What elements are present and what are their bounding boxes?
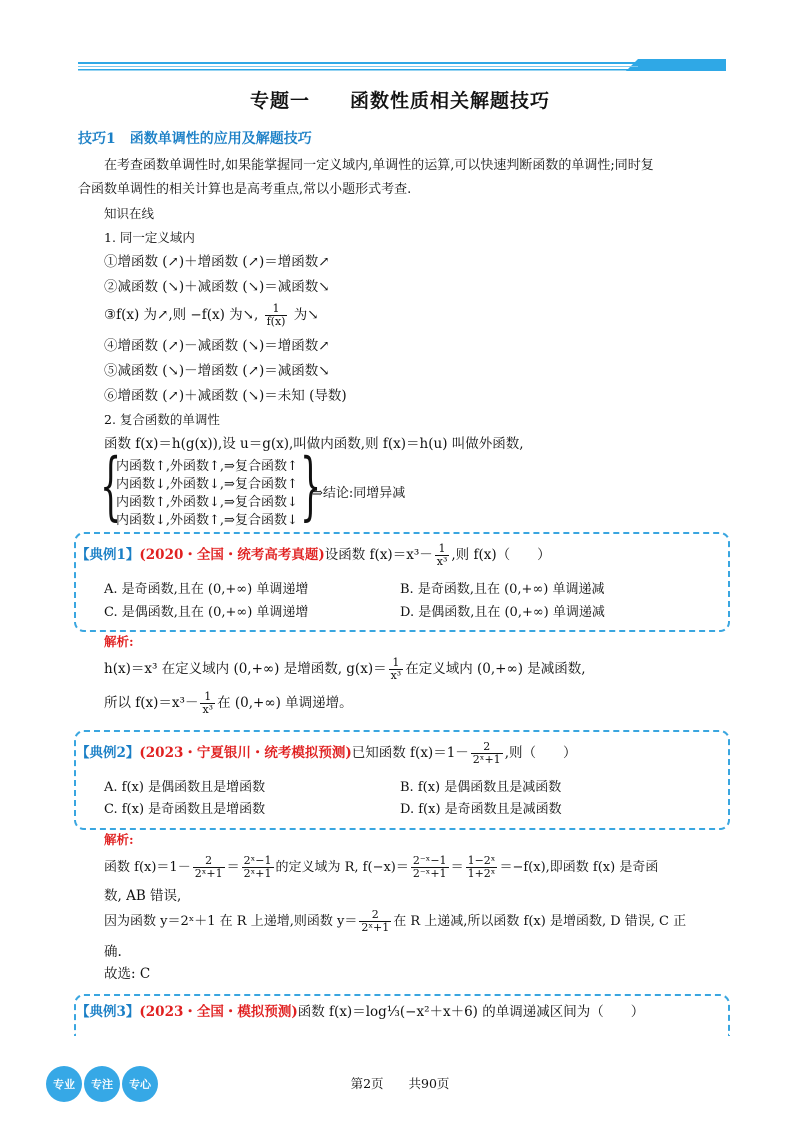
example-2-answer: 故选: C bbox=[104, 966, 151, 982]
section-heading: 技巧1 函数单调性的应用及解题技巧 bbox=[78, 131, 312, 147]
rule-5: ⑤减函数 (↘)－增函数 (↗)＝减函数↘ bbox=[104, 363, 330, 379]
example-1-option-c[interactable]: C. 是偶函数,且在 (0,+∞) 单调递增 bbox=[104, 605, 309, 620]
example-2-solution-3 bbox=[104, 904, 686, 940]
example-2-frac-4: $\frac{\text{1−2ˣ}}{\text{1+2ˣ}}$ bbox=[467, 854, 496, 880]
right-brace: } bbox=[300, 443, 322, 529]
example-1-stem-a: 设函数 f(x)＝x³－ bbox=[324, 547, 433, 563]
rule-3-text-a: ③f(x) 为↗,则 −f(x) 为↘, bbox=[104, 307, 259, 323]
example-1-frac: $\frac{1}{\text{x³}}$ bbox=[436, 542, 448, 568]
example-2-frac-1: $\frac{2}{\text{2ˣ+1}}$ bbox=[194, 854, 223, 880]
example-1-stem bbox=[76, 540, 551, 570]
example-1-solution-2-frac: $\frac{1}{\text{x³}}$ bbox=[202, 690, 214, 716]
example-2-stem-a: 已知函数 f(x)＝1－ bbox=[351, 745, 469, 761]
subheading-2: 2. 复合函数的单调性 bbox=[104, 412, 220, 427]
example-2-solution-3-b: 在 R 上递减,所以函数 f(x) 是增函数, D 错误, C 正 bbox=[393, 914, 687, 929]
intro-line-2: 合函数单调性的相关计算也是高考重点,常以小题形式考查. bbox=[78, 182, 412, 197]
page-title: 专题一 函数性质相关解题技巧 bbox=[249, 90, 550, 112]
example-1-option-d[interactable]: D. 是偶函数,且在 (0,+∞) 单调递减 bbox=[400, 605, 605, 620]
example-2-solution-2: 数, AB 错误, bbox=[104, 888, 182, 904]
example-2-stem-b: ,则（ ） bbox=[504, 745, 577, 761]
case-2: 内函数↓,外函数↓,⇒复合函数↑ bbox=[116, 477, 298, 492]
example-2-frac-2: $\frac{\text{2ˣ−1}}{\text{2ˣ+1}}$ bbox=[243, 854, 272, 880]
subheading-1: 1. 同一定义域内 bbox=[104, 230, 195, 245]
composite-def: 函数 f(x)＝h(g(x)),设 u＝g(x),叫做内函数,则 f(x)＝h(u) 叫做外函数, bbox=[104, 436, 524, 452]
example-1-solution-1-b: 在定义域内 (0,+∞) 是减函数, bbox=[405, 661, 586, 677]
example-1-analysis-label: 解析: bbox=[104, 634, 134, 649]
rule-2: ②减函数 (↘)＋减函数 (↘)＝减函数↘ bbox=[104, 279, 330, 295]
rule-6: ⑥增函数 (↗)＋减函数 (↘)＝未知 (导数) bbox=[104, 388, 347, 404]
example-2-option-a[interactable]: A. f(x) 是偶函数且是增函数 bbox=[104, 780, 266, 795]
example-2-eq-2: ＝ bbox=[450, 860, 464, 875]
example-1-option-b[interactable]: B. 是奇函数,且在 (0,+∞) 单调递减 bbox=[400, 582, 605, 597]
example-2-solution-4: 确. bbox=[104, 944, 122, 960]
example-2-option-d[interactable]: D. f(x) 是奇函数且是减函数 bbox=[400, 802, 562, 817]
conclusion: ⇒结论:同增异减 bbox=[312, 486, 406, 501]
example-2-tag: 【典例2】 bbox=[76, 745, 140, 761]
page-number: 第2页 共90页 bbox=[350, 1076, 450, 1091]
example-2-solution-3-a: 因为函数 y＝2ˣ＋1 在 R 上递增,则函数 y＝ bbox=[104, 914, 358, 929]
example-1-solution-1-a: h(x)＝x³ 在定义域内 (0,+∞) 是增函数, g(x)＝ bbox=[104, 661, 387, 677]
example-1-stem-b: ,则 f(x)（ ） bbox=[451, 547, 551, 563]
example-1-solution-2-a: 所以 f(x)＝x³－ bbox=[104, 695, 199, 711]
header-bar bbox=[78, 58, 726, 70]
rule-3 bbox=[104, 298, 319, 332]
left-brace: { bbox=[100, 443, 122, 529]
case-1: 内函数↑,外函数↑,⇒复合函数↑ bbox=[116, 459, 298, 474]
example-2-frac-3: $\frac{\text{2⁻ˣ−1}}{\text{2⁻ˣ+1}}$ bbox=[412, 854, 447, 880]
example-3-stem-text: 函数 f(x)＝log⅓(−x²＋x＋6) 的单调递减区间为（ ） bbox=[297, 1004, 645, 1020]
example-2-frac: $\frac{2}{\text{2ˣ+1}}$ bbox=[472, 740, 501, 766]
example-2-option-c[interactable]: C. f(x) 是奇函数且是增函数 bbox=[104, 802, 266, 817]
example-2-eq-1: ＝ bbox=[226, 860, 240, 875]
example-3-tag: 【典例3】 bbox=[76, 1004, 140, 1020]
example-2-solution-1 bbox=[104, 850, 658, 886]
rule-3-text-b: 为↘ bbox=[293, 307, 319, 323]
case-4: 内函数↓,外函数↑,⇒复合函数↓ bbox=[116, 513, 298, 528]
rule-4: ④增函数 (↗)－减函数 (↘)＝增函数↗ bbox=[104, 338, 330, 354]
case-3: 内函数↑,外函数↓,⇒复合函数↓ bbox=[116, 495, 298, 510]
example-1-solution-1 bbox=[104, 652, 586, 686]
example-2-frac-5: $\frac{2}{\text{2ˣ+1}}$ bbox=[361, 908, 390, 934]
example-1-solution-2 bbox=[104, 686, 353, 720]
header-stripes bbox=[78, 59, 726, 73]
example-1-tag: 【典例1】 bbox=[76, 547, 140, 563]
rule-3-fraction: $\frac{1}{f(x)}$ bbox=[266, 302, 286, 328]
footer-badge-3: 专心 bbox=[122, 1066, 158, 1102]
example-1-option-a[interactable]: A. 是奇函数,且在 (0,+∞) 单调递增 bbox=[104, 582, 309, 597]
example-2-source: (2023・宁夏银川・统考模拟预测) bbox=[139, 745, 352, 761]
example-2-solution-1-c: ＝−f(x),即函数 f(x) 是奇函 bbox=[499, 860, 659, 875]
intro-line-1: 在考查函数单调性时,如果能掌握同一定义域内,单调性的运算,可以快速判断函数的单调性;同时复 bbox=[104, 158, 654, 173]
example-2-stem bbox=[76, 736, 576, 770]
knowledge-label: 知识在线 bbox=[104, 206, 155, 221]
example-2-solution-1-b: 的定义域为 R, f(−x)＝ bbox=[275, 860, 409, 875]
example-1-solution-1-frac: $\frac{1}{\text{x³}}$ bbox=[390, 656, 402, 682]
rule-1: ①增函数 (↗)＋增函数 (↗)＝增函数↗ bbox=[104, 254, 330, 270]
example-3-stem bbox=[76, 1002, 644, 1022]
example-3-source: (2023・全国・模拟预测) bbox=[139, 1004, 298, 1020]
footer-badge-2: 专注 bbox=[84, 1066, 120, 1102]
example-1-source: (2020・全国・统考高考真题) bbox=[139, 547, 325, 563]
example-2-analysis-label: 解析: bbox=[104, 832, 134, 847]
footer-badge-1: 专业 bbox=[46, 1066, 82, 1102]
example-2-option-b[interactable]: B. f(x) 是偶函数且是减函数 bbox=[400, 780, 562, 795]
example-2-solution-1-a: 函数 f(x)＝1－ bbox=[104, 860, 191, 875]
example-1-solution-2-b: 在 (0,+∞) 单调递增。 bbox=[217, 695, 353, 711]
